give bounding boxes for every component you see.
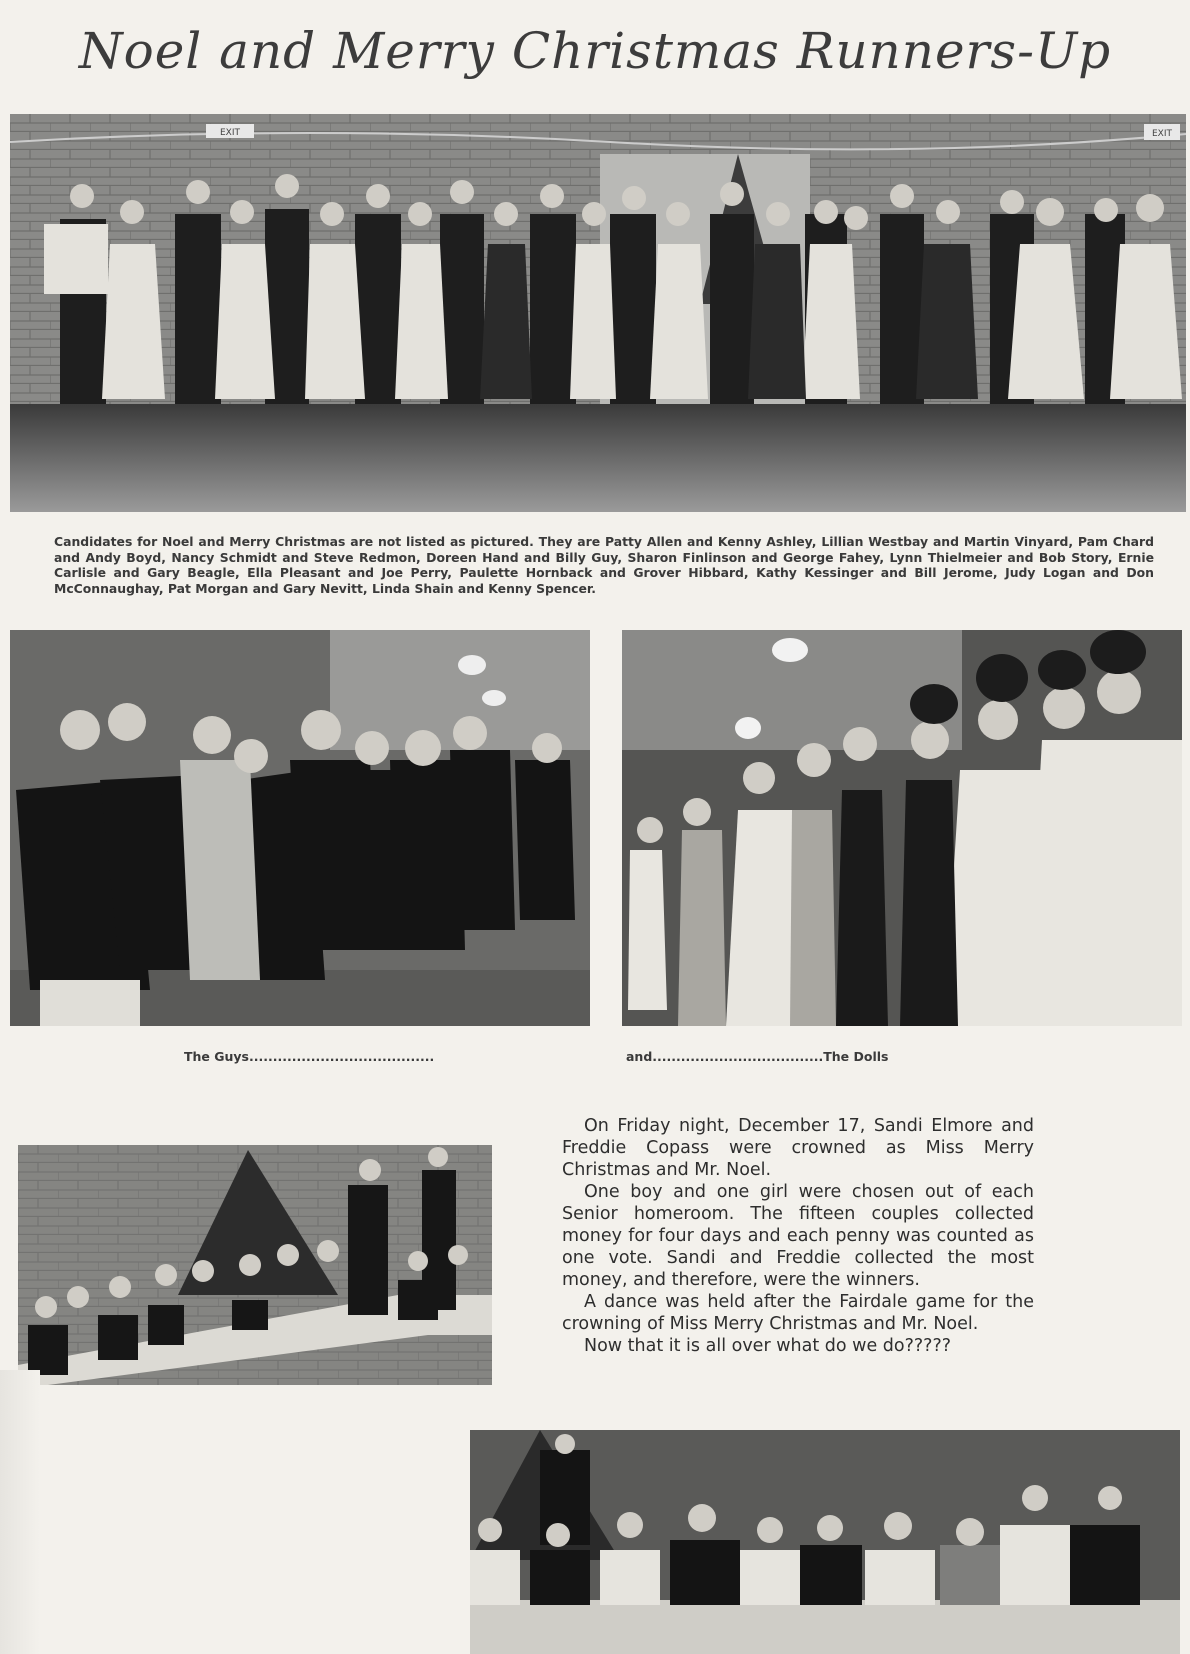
candidates-caption: Candidates for Noel and Merry Christmas are not listed as pictured. They are Patty Allen and Kenny Ashley, Lillian Westbay and Martin Vinyard, Pam Chard and Andy Boyd, Nancy Schmidt and Steve Redmon, Doreen Hand and Billy Guy, Sharon Finlinson and George Fahey, Lynn Thielmeier and Bob Story, Ernie Carlisle and Gary Beagle, Ella Pleasant and Joe Perry, Paulette Hornback and Grover Hibbard, Kathy Kessinger and Bill Jerome, Judy Logan and Don McConnaughay, Pat Morgan and Gary Nevitt, Linda Shain and Kenny Spencer. — [54, 534, 1154, 596]
story-text — [562, 1115, 1034, 1357]
banquet-photo-image — [18, 1145, 492, 1385]
guys-photo-image — [10, 630, 590, 1026]
guys-photo — [10, 630, 590, 1026]
page-title: Noel and Merry Christmas Runners-Up — [78, 22, 1112, 80]
banquet-photo — [18, 1145, 492, 1385]
head-table-photo-image — [470, 1430, 1180, 1654]
page-shadow — [0, 1370, 40, 1654]
story-paragraph: A dance was held after the Fairdale game for the crowning of Miss Merry Christmas and Mr. Noel. — [562, 1292, 1034, 1334]
exit-sign-left: EXIT — [219, 128, 241, 138]
group-photo-image — [10, 114, 1186, 512]
guys-label: The Guys....................................... — [184, 1049, 435, 1064]
dolls-photo — [622, 630, 1182, 1026]
story-paragraph: On Friday night, December 17, Sandi Elmore and Freddie Copass were crowned as Miss Merry Christmas and Mr. Noel. — [562, 1116, 1034, 1180]
guys-label-text: The Guys — [184, 1049, 250, 1064]
dolls-label: and....................................The Dolls — [626, 1049, 889, 1064]
head-table-photo — [470, 1430, 1180, 1654]
story-paragraph: Now that it is all over what do we do????? — [584, 1336, 952, 1356]
exit-sign-right: EXIT — [1151, 129, 1173, 139]
group-photo — [10, 114, 1186, 512]
story-paragraph: One boy and one girl were chosen out of each Senior homeroom. The fifteen couples collected money for four days and each penny was counted as one vote. Sandi and Freddie collected the most money, and therefore, were the winners. — [562, 1182, 1034, 1290]
dolls-label-text: The Dolls — [823, 1049, 889, 1064]
dolls-photo-image — [622, 630, 1182, 1026]
and-label-text: and — [626, 1049, 653, 1064]
